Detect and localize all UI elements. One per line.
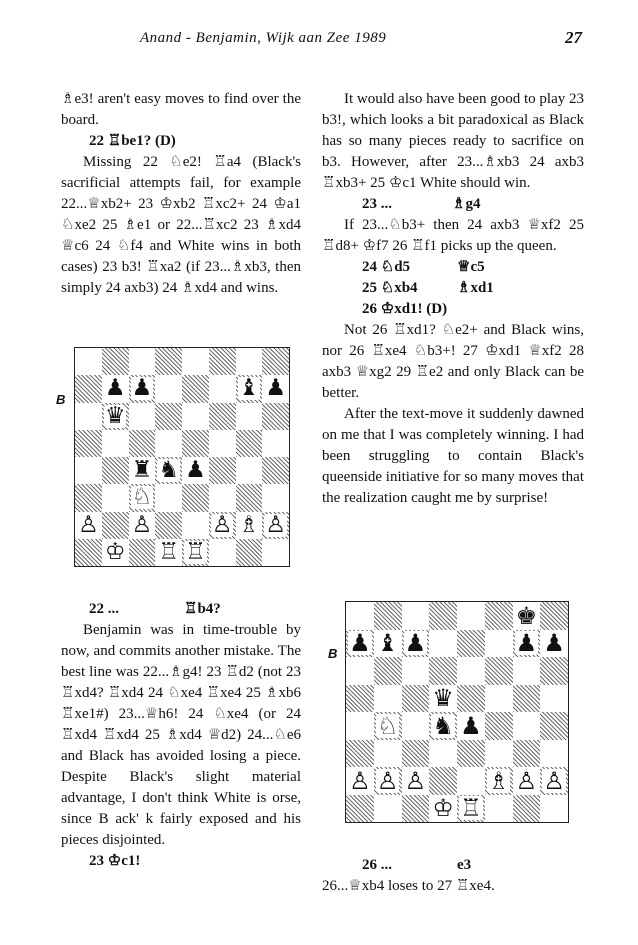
board-square	[402, 657, 430, 685]
board-square	[540, 795, 568, 823]
board-square	[209, 375, 236, 402]
board-square	[155, 512, 182, 539]
move-line	[61, 599, 301, 620]
board-square	[402, 740, 430, 768]
chess-piece-icon: ♛	[432, 684, 454, 713]
chess-piece-icon: ♙	[404, 766, 427, 795]
board-square	[346, 767, 374, 795]
paragraph: Missing 22 ♘e2! ♖a4 (Black's sacrificial attempts fail, for example 22...♕xb2+ 23 ♔xb2 ♖xc2+ 24 ♔a1 ♘xe2 25 ♗e1 or 22...♖xc2 23 ♗xd4 ♕c6 24 ♘f4 and White wins in both cases) 23 b3! ♖xa2 (if 23...♗xb3, then simply 24 axb3) 24 ♗xd4 and wins.	[61, 154, 301, 296]
board-square	[374, 602, 402, 630]
board-square	[262, 403, 289, 430]
board-square	[540, 767, 568, 795]
chess-piece-icon: ♝	[238, 375, 260, 402]
board-square	[346, 685, 374, 713]
board-square	[129, 512, 156, 539]
board-square	[402, 712, 430, 740]
board-square	[457, 685, 485, 713]
board-square	[262, 430, 289, 457]
board-square	[513, 685, 541, 713]
chess-piece-icon: ♚	[515, 601, 538, 630]
board-square	[209, 484, 236, 511]
board-square	[155, 457, 182, 484]
board-square	[209, 457, 236, 484]
chess-piece-icon: ♟	[131, 375, 153, 402]
board-square	[485, 685, 513, 713]
board-square	[513, 767, 541, 795]
chess-piece-icon: ♟	[265, 375, 286, 402]
board-square	[374, 685, 402, 713]
board-square	[485, 767, 513, 795]
chess-piece-icon: ♙	[515, 766, 538, 795]
paragraph: It would also have been good to play 23 b3!, which looks a bit paradoxical as Black has so many pieces ready to sacrifice on b3. However, after 23...♗xb3 24 axb3 ♖xb3+ 25 ♔c1 White should win.	[322, 91, 584, 191]
board-square	[182, 457, 209, 484]
move-line	[322, 855, 584, 876]
board-square	[402, 630, 430, 658]
move-black: ♕c5	[457, 259, 485, 275]
move-white: 22 ...	[89, 601, 119, 617]
chess-piece-icon: ♙	[349, 766, 371, 795]
board-square	[236, 484, 263, 511]
board-square	[236, 539, 263, 566]
board-square	[75, 375, 102, 402]
paragraph: After the text-move it suddenly dawned on me that I was completely winning. I had been struggling to contain Black's queenside initiative for so many moves that the realization caught me by surprise!	[322, 406, 584, 506]
board-square	[182, 375, 209, 402]
board-square	[429, 767, 457, 795]
page-number: 27	[565, 28, 582, 47]
board-square	[209, 403, 236, 430]
board-square	[346, 795, 374, 823]
board-square	[513, 712, 541, 740]
board-square	[182, 539, 209, 566]
board-square	[429, 740, 457, 768]
board-square	[402, 767, 430, 795]
board-square	[155, 375, 182, 402]
chess-piece-icon: ♖	[185, 538, 206, 565]
board-square	[457, 740, 485, 768]
chess-piece-icon: ♜	[131, 457, 153, 484]
move-line: 26 ♔xd1! (D)	[362, 301, 448, 317]
paragraph: ♗e3! aren't easy moves to find over the board.	[61, 91, 301, 128]
board-square	[182, 348, 209, 375]
board-square	[374, 657, 402, 685]
board-square	[346, 712, 374, 740]
chess-piece-icon: ♔	[104, 538, 126, 565]
board-square	[513, 795, 541, 823]
board-square	[402, 795, 430, 823]
move-line	[322, 257, 584, 278]
move-white: 26 ...	[362, 857, 392, 873]
board-square	[262, 539, 289, 566]
board-square	[429, 630, 457, 658]
board-square	[374, 767, 402, 795]
board-square	[513, 602, 541, 630]
move-line	[322, 194, 584, 215]
chess-piece-icon: ♞	[432, 711, 454, 740]
move-white: 24 ♘d5	[362, 259, 411, 275]
board-square	[485, 657, 513, 685]
board-square	[346, 630, 374, 658]
board-square	[346, 740, 374, 768]
board-square	[429, 795, 457, 823]
board-square	[236, 457, 263, 484]
board-square	[209, 430, 236, 457]
chess-piece-icon: ♙	[543, 766, 565, 795]
board-square	[102, 403, 129, 430]
board-square	[155, 403, 182, 430]
board-square	[485, 630, 513, 658]
board-square	[209, 539, 236, 566]
board-square	[346, 657, 374, 685]
board-square	[540, 712, 568, 740]
chess-piece-icon: ♟	[543, 629, 565, 658]
board-square	[75, 512, 102, 539]
move-white: 23 ...	[362, 196, 392, 212]
chess-piece-icon: ♝	[376, 629, 399, 658]
board-square	[485, 712, 513, 740]
right-column-top	[322, 89, 584, 509]
board-square	[513, 740, 541, 768]
board-square	[457, 602, 485, 630]
board-square	[513, 630, 541, 658]
board-square	[129, 403, 156, 430]
chess-piece-icon: ♟	[515, 629, 538, 658]
board-square	[457, 630, 485, 658]
board-square	[129, 375, 156, 402]
board-square	[457, 767, 485, 795]
paragraph: If 23...♘b3+ then 24 axb3 ♕xf2 25 ♖d8+ ♔f7 26 ♖f1 picks up the queen.	[322, 217, 584, 254]
board-square	[129, 430, 156, 457]
chess-piece-icon: ♟	[404, 629, 427, 658]
board-square	[540, 630, 568, 658]
board-square	[75, 403, 102, 430]
chess-piece-icon: ♛	[104, 402, 126, 429]
board-square	[129, 539, 156, 566]
chess-piece-icon: ♟	[349, 629, 371, 658]
chess-piece-icon: ♗	[487, 766, 510, 795]
board-square	[75, 539, 102, 566]
board-square	[540, 740, 568, 768]
board-square	[236, 348, 263, 375]
move-line	[322, 278, 584, 299]
move-black: ♖b4?	[184, 601, 221, 617]
left-column-bottom	[61, 599, 301, 872]
board-square	[182, 430, 209, 457]
paragraph: Benjamin was in time-trouble by now, and commits another mistake. The best line was 22...♗g4! 23 ♖d2 (not 23 ♖xd4? ♖xd4 24 ♘xe4 ♖xe4 25 ♗xb6 ♖xe1#) 23...♕h6! 24 ♘xe4 (or 24 ♖xd4 ♖xd4 25 ♗xd4 ♕d2) 24...♘e6 and Black has avoided losing a piece. Despite Black's slight material advantage, I don't think White is orse, since B ack' k fairly exposed and his pieces disjointed.	[61, 622, 301, 848]
board-square	[75, 457, 102, 484]
paragraph: Not 26 ♖xd1? ♘e2+ and Black wins, nor 26 ♖xe4 ♘b3+! 27 ♔xd1 ♕xf2 28 axb3 ♕xg2 29 ♖e2 and only Black can be better.	[322, 322, 584, 401]
paragraph: 26...♕xb4 loses to 27 ♖xe4.	[322, 878, 495, 894]
move-line: 23 ♔c1!	[89, 853, 141, 869]
board-square	[374, 630, 402, 658]
board-square	[155, 539, 182, 566]
board-square	[182, 403, 209, 430]
board-square	[209, 512, 236, 539]
running-header: Anand - Benjamin, Wijk aan Zee 1989	[140, 30, 387, 46]
board-square	[209, 348, 236, 375]
board-square	[374, 740, 402, 768]
board-square	[262, 457, 289, 484]
board-square	[236, 430, 263, 457]
board-square	[429, 685, 457, 713]
board-square	[102, 512, 129, 539]
chess-piece-icon: ♟	[185, 457, 206, 484]
board-square	[129, 348, 156, 375]
board-square	[102, 375, 129, 402]
board-square	[102, 457, 129, 484]
board-square	[155, 484, 182, 511]
chess-piece-icon: ♟	[104, 375, 126, 402]
board-square	[75, 348, 102, 375]
move-black: ♗g4	[452, 196, 481, 212]
board-square	[102, 484, 129, 511]
board-square	[236, 375, 263, 402]
chess-diagram-1	[74, 347, 290, 567]
board-square	[374, 795, 402, 823]
board-square	[485, 740, 513, 768]
board-square	[262, 348, 289, 375]
board-square	[457, 712, 485, 740]
chess-piece-icon: ♙	[131, 511, 153, 538]
board-square	[457, 657, 485, 685]
side-to-move-label: B	[328, 646, 338, 661]
board-square	[402, 602, 430, 630]
chess-piece-icon: ♙	[265, 511, 286, 538]
chess-diagram-2	[345, 601, 569, 823]
right-column-bottom	[322, 855, 584, 897]
board-square	[374, 712, 402, 740]
move-white: 25 ♘xb4	[362, 280, 418, 296]
board-square	[102, 430, 129, 457]
chess-piece-icon: ♔	[432, 794, 454, 823]
board-square	[182, 512, 209, 539]
board-square	[155, 430, 182, 457]
board-square	[402, 685, 430, 713]
board-square	[485, 602, 513, 630]
board-square	[262, 375, 289, 402]
chess-piece-icon: ♞	[158, 457, 179, 484]
chess-piece-icon: ♖	[158, 538, 179, 565]
move-line: 22 ♖be1? (D)	[89, 133, 176, 149]
board-square	[182, 484, 209, 511]
board-square	[513, 657, 541, 685]
board-square	[102, 348, 129, 375]
board-square	[429, 657, 457, 685]
move-black: e3	[457, 857, 472, 873]
board-square	[102, 539, 129, 566]
board-square	[129, 484, 156, 511]
board-square	[540, 685, 568, 713]
board-square	[457, 795, 485, 823]
board-square	[75, 484, 102, 511]
move-black: ♗xd1	[457, 280, 494, 296]
board-square	[540, 602, 568, 630]
board-square	[262, 484, 289, 511]
chess-piece-icon: ♙	[211, 511, 233, 538]
board-square	[429, 712, 457, 740]
chess-piece-icon: ♙	[376, 766, 399, 795]
board-square	[262, 512, 289, 539]
board-square	[346, 602, 374, 630]
chess-piece-icon: ♙	[78, 511, 99, 538]
chess-piece-icon: ♟	[460, 711, 482, 740]
board-square	[485, 795, 513, 823]
chess-piece-icon: ♘	[131, 484, 153, 511]
board-square	[540, 657, 568, 685]
board-square	[129, 457, 156, 484]
chess-piece-icon: ♗	[238, 511, 260, 538]
board-square	[155, 348, 182, 375]
board-square	[429, 602, 457, 630]
left-column-top	[61, 89, 301, 299]
board-square	[236, 512, 263, 539]
chess-piece-icon: ♖	[460, 794, 482, 823]
side-to-move-label: B	[56, 392, 66, 407]
board-square	[236, 403, 263, 430]
chess-piece-icon: ♘	[376, 711, 399, 740]
board-square	[75, 430, 102, 457]
